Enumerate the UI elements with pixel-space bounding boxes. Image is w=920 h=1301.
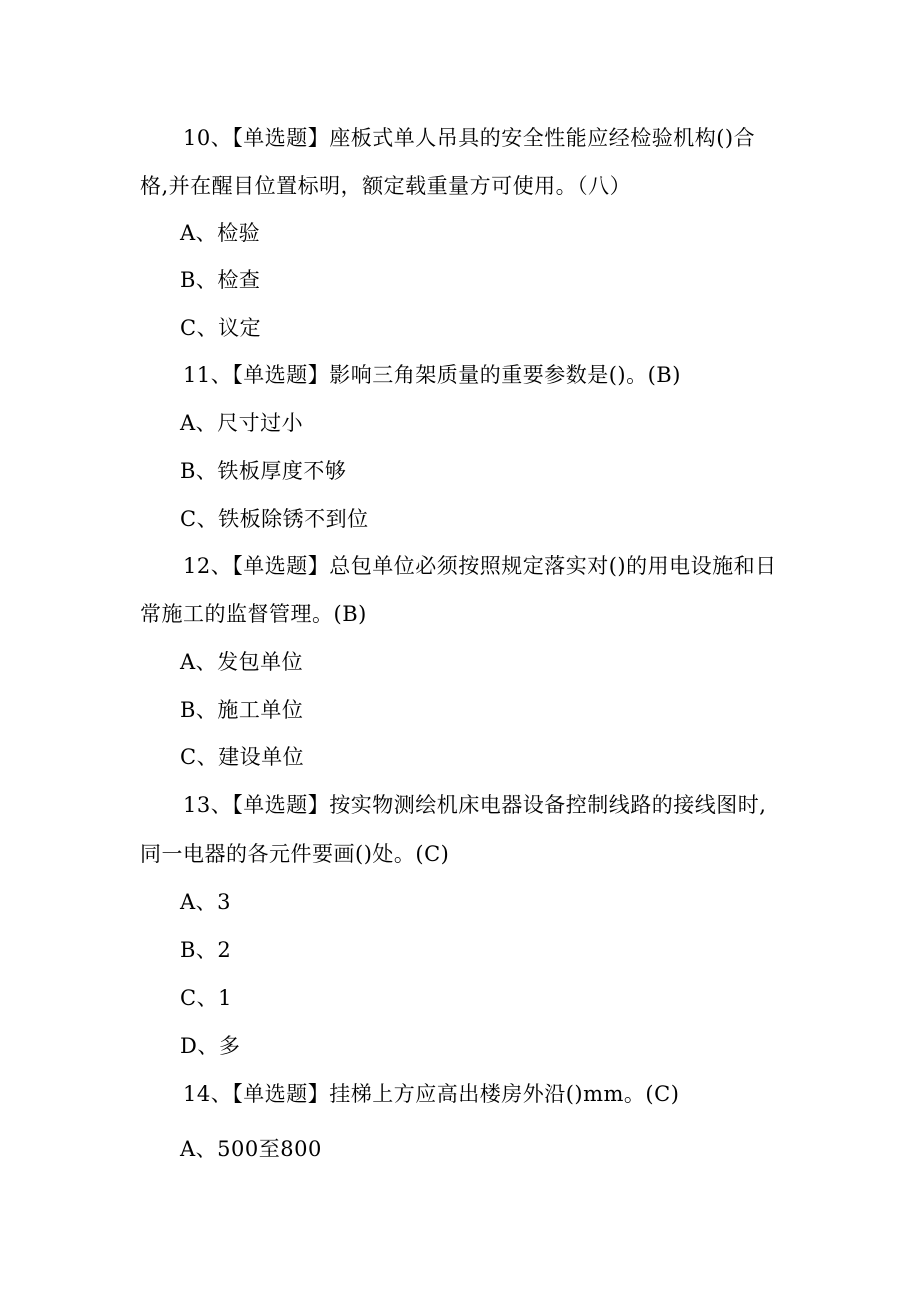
question-12-option-b: B、施工单位 [180, 698, 304, 722]
question-13-option-a: A、3 [180, 890, 232, 914]
question-10-text-continued: 格,并在醒目位置标明，额定载重量方可使用。（八） [140, 174, 632, 198]
question-13-option-c: C、1 [180, 986, 232, 1010]
question-11-option-b: B、铁板厚度不够 [180, 459, 347, 483]
question-12-option-a: A、发包单位 [180, 650, 304, 674]
question-10-option-b: B、检查 [180, 268, 261, 292]
question-13-option-b: B、2 [180, 938, 232, 962]
question-12-text: 12、【单选题】总包单位必须按照规定落实对()的用电设施和日 [183, 554, 777, 578]
question-12-text-continued: 常施工的监督管理。(B) [140, 602, 367, 626]
question-13-text: 13、【单选题】按实物测绘机床电器设备控制线路的接线图时, [183, 793, 767, 817]
question-13-option-d: D、多 [180, 1034, 241, 1058]
question-10-option-c: C、议定 [180, 316, 262, 340]
question-11-option-a: A、尺寸过小 [180, 411, 304, 435]
question-14-text: 14、【单选题】挂梯上方应高出楼房外沿()mm。(C) [183, 1082, 680, 1106]
question-11-text: 11、【单选题】影响三角架质量的重要参数是()。(B) [183, 363, 681, 387]
question-13-text-continued: 同一电器的各元件要画()处。(C) [140, 842, 450, 866]
question-10-text: 10、【单选题】座板式单人吊具的安全性能应经检验机构()合 [183, 126, 756, 150]
question-14-option-a: A、500至800 [180, 1137, 322, 1161]
question-10-option-a: A、检验 [180, 221, 261, 245]
question-12-option-c: C、建设单位 [180, 745, 305, 769]
question-11-option-c: C、铁板除锈不到位 [180, 507, 369, 531]
